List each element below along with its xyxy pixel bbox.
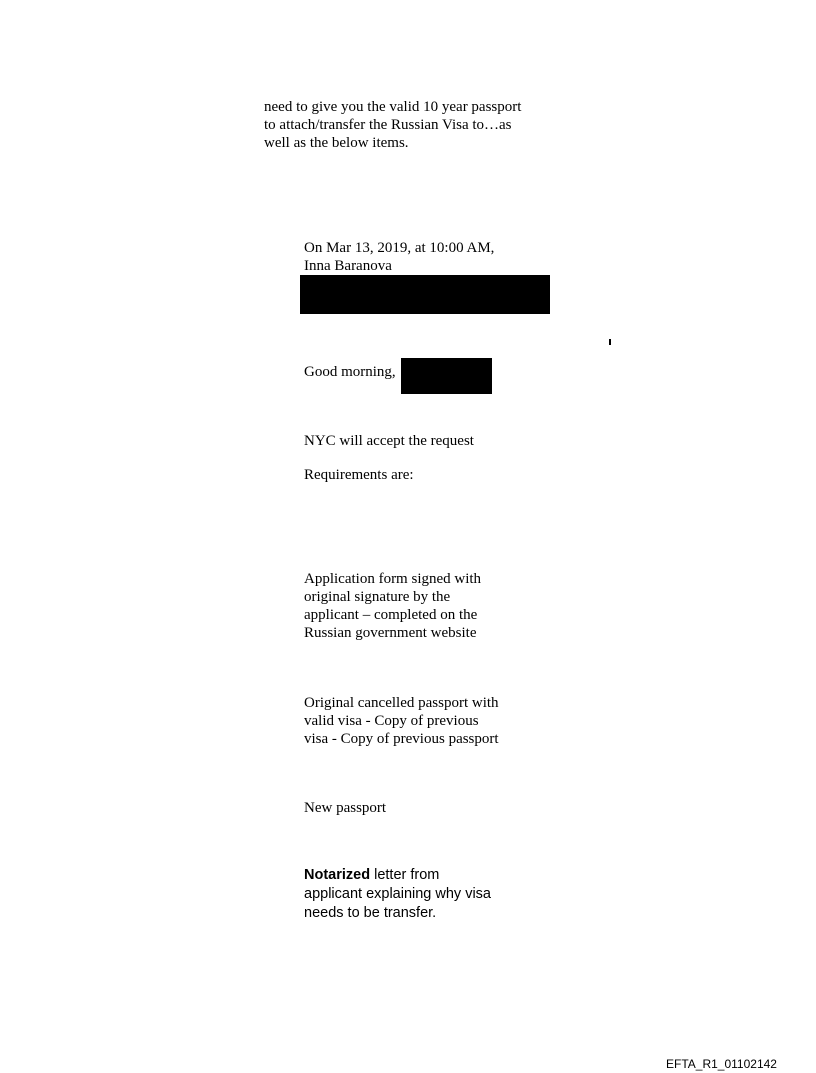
greeting-text: Good morning, <box>304 364 396 380</box>
bates-number: EFTA_R1_01102142 <box>666 1057 777 1071</box>
requirement-line: New passport <box>304 800 387 816</box>
requirement-new-passport <box>304 799 386 817</box>
intro-line: well as the below items. <box>264 135 409 151</box>
requirements-label <box>304 466 414 484</box>
notarized-rest: letter from <box>370 867 440 883</box>
requirement-line: Application form signed with <box>304 571 482 587</box>
requirements-text: Requirements are: <box>304 467 414 483</box>
greeting-line <box>304 363 396 381</box>
redaction-block-recipient-name <box>401 358 492 394</box>
requirement-line: original signature by the <box>304 589 451 605</box>
intro-paragraph <box>264 98 521 152</box>
requirement-line: visa - Copy of previous passport <box>304 731 499 747</box>
quoted-email-header <box>304 239 494 275</box>
requirement-line: Russian government website <box>304 625 477 641</box>
intro-line: need to give you the valid 10 year passport <box>264 99 522 115</box>
nyc-line <box>304 432 474 450</box>
redaction-block-sender-email <box>300 275 550 314</box>
requirement-line: valid visa - Copy of previous <box>304 713 479 729</box>
requirement-application-form <box>304 570 481 642</box>
notarized-bold: Notarized <box>304 867 371 883</box>
requirement-line: applicant explaining why visa <box>304 886 491 902</box>
requirement-cancelled-passport <box>304 694 499 748</box>
nyc-text: NYC will accept the request <box>304 433 474 449</box>
stray-mark <box>609 339 611 345</box>
requirement-line: Original cancelled passport with <box>304 695 499 711</box>
requirement-notarized-letter <box>304 866 491 923</box>
requirement-line: needs to be transfer. <box>304 905 437 921</box>
requirement-line: applicant – completed on the <box>304 607 478 623</box>
quote-sender-name: Inna Baranova <box>304 258 392 274</box>
intro-line: to attach/transfer the Russian Visa to…as <box>264 117 512 133</box>
requirement-line <box>304 866 491 885</box>
quote-date-line: On Mar 13, 2019, at 10:00 AM, <box>304 240 495 256</box>
